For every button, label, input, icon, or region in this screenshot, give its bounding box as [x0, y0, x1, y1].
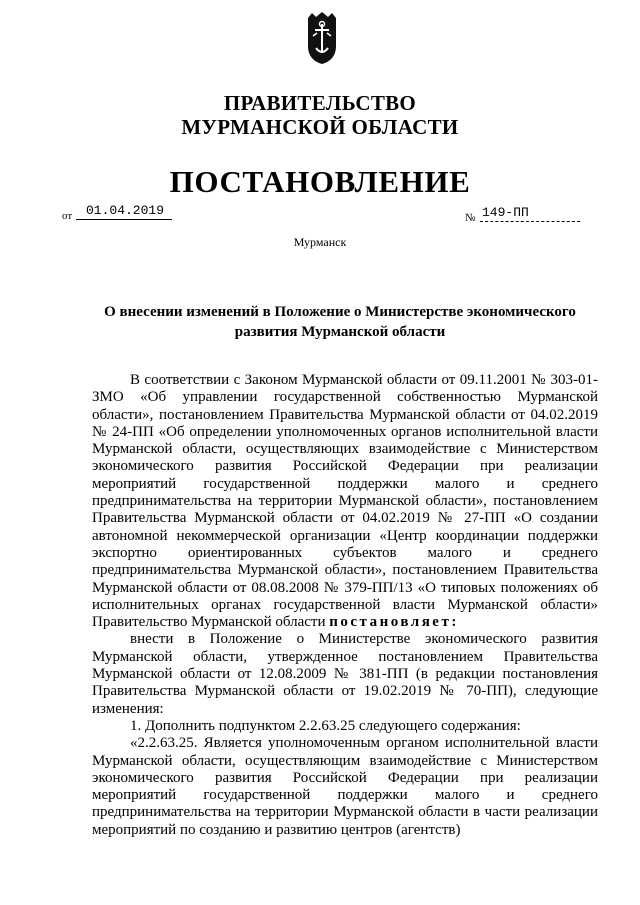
city: Мурманск	[293, 235, 347, 249]
document-number: 149-ПП	[480, 205, 580, 222]
number-label: №	[465, 212, 476, 224]
coat-of-arms-icon	[302, 12, 342, 66]
government-name-line2: МУРМАНСКОЙ ОБЛАСТИ	[181, 115, 459, 139]
paragraph-subitem: «2.2.63.25. Является уполномоченным органом исполнительной власти Мурманской области, осуществляющим взаимодействие с Министерством экономического развития Российской Федерации при реализации мероприятий государственной поддержки малого и среднего предпринимательства на территории Мурманской области в части реализации мероприятий по созданию и развитию центров (агентств)	[92, 735, 598, 838]
document-date: 01.04.2019	[76, 203, 172, 220]
date-label: от	[62, 210, 73, 222]
paragraph-preamble	[92, 372, 598, 631]
paragraph-resolution: внести в Положение о Министерстве экономического развития Мурманской области, утвержденное постановлением Правительства Мурманской области от 12.08.2009 № 381-ПП (в редакции постановления Правительства Мурманской области от 19.02.2019 № 70-ПП), следующие изменения:	[92, 631, 598, 717]
resolves-word: постановляет:	[329, 614, 459, 631]
document-title: О внесении изменений в Положение о Министерстве экономического развития Мурманской области	[104, 304, 576, 340]
government-name-line1: ПРАВИТЕЛЬСТВО	[223, 91, 417, 115]
paragraph-item-1: 1. Дополнить подпунктом 2.2.63.25 следующего содержания:	[130, 717, 521, 734]
document-type: ПОСТАНОВЛЕНИЕ	[169, 164, 471, 199]
preamble-text: В соответствии с Законом Мурманской области от 09.11.2001 № 303-01-ЗМО «Об управлении государственной собственностью Мурманской области», постановлением Правительства Мурманской области от 04.02.2019 № 24-ПП «Об определении уполномоченных органов исполнительной власти Мурманской области, осуществляющих взаимодействие с Министерством экономического развития Российской Федерации при реализации мероприятий государственной поддержки малого и среднего предпринимательства на территории Мурманской области», постановлением Правительства Мурманской области от 04.02.2019 № 27-ПП «О создании автономной некоммерческой организации «Центр координации поддержки экспортно ориентированных субъектов малого и среднего предпринимательства Мурманской области», постановлением Правительства Мурманской области от 08.08.2008 № 379-ПП/13 «О типовых положениях об исполнительных органах государственной власти Мурманской области» Правительство Мурманской области	[92, 372, 598, 631]
document-body	[92, 372, 598, 839]
